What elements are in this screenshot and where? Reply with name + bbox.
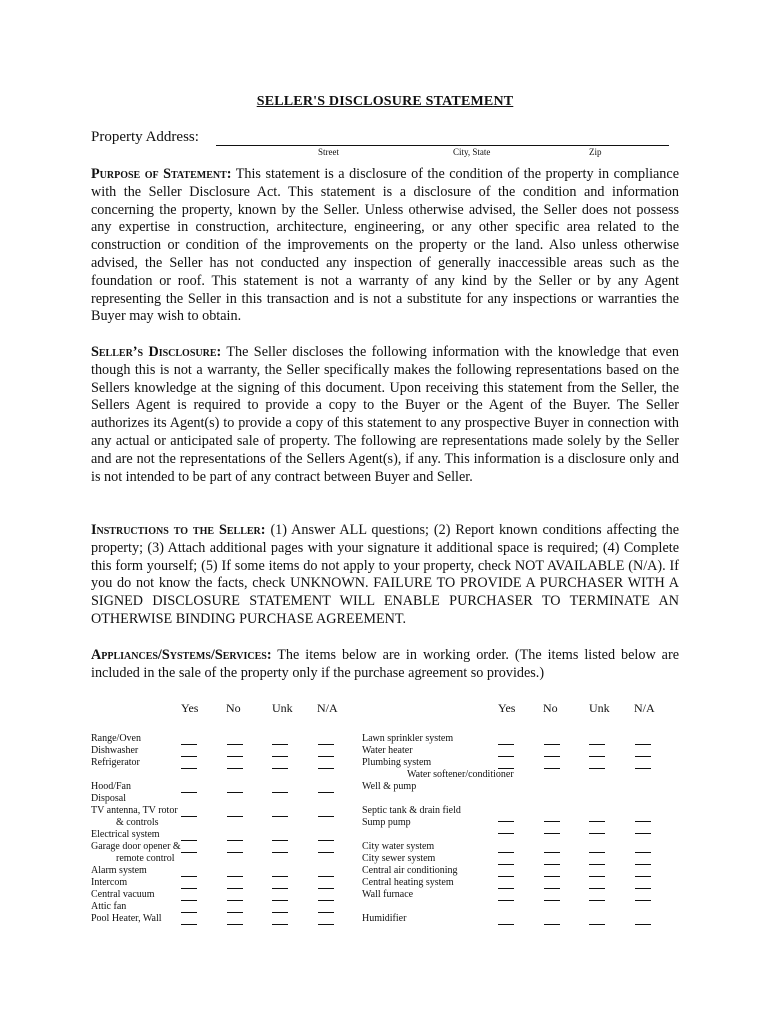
right-checkbox-unk[interactable] <box>589 744 605 745</box>
right-checkbox-yes[interactable] <box>498 876 514 877</box>
left-checkbox-yes[interactable] <box>181 900 197 901</box>
right-checkbox-no[interactable] <box>544 900 560 901</box>
right-checkbox-unk[interactable] <box>589 852 605 853</box>
left-checkbox-no[interactable] <box>227 876 243 877</box>
right-checkbox-unk[interactable] <box>589 900 605 901</box>
right-checkbox-yes[interactable] <box>498 833 514 834</box>
left-item-label: remote control <box>116 853 175 864</box>
right-checkbox-na[interactable] <box>635 821 651 822</box>
left-item-label: Garage door opener & <box>91 841 181 852</box>
right-item-label: City sewer system <box>362 853 436 864</box>
left-checkbox-na[interactable] <box>318 840 334 841</box>
right-checkbox-no[interactable] <box>544 833 560 834</box>
left-item-label: Central vacuum <box>91 889 155 900</box>
left-checkbox-no[interactable] <box>227 744 243 745</box>
right-checkbox-yes[interactable] <box>498 888 514 889</box>
left-checkbox-na[interactable] <box>318 816 334 817</box>
left-checkbox-na[interactable] <box>318 900 334 901</box>
instructions-text: (1) Answer ALL questions; (2) Report known conditions affecting the property; (3) Attach additional pages with your signature it additional space is required; (4) Complete this form yourself; (5) If some items do not apply to your property, check NOT AVAILABLE (N/A). If you do not know the facts, check UNKNOWN. FAILURE TO PROVIDE A PURCHASER WITH A SIGNED DISCLOSURE STATEMENT WILL ENABLE PURCHASER TO TERMINATE AN OTHERWISE BINDING PURCHASE AGREEMENT. <box>91 522 679 627</box>
right-checkbox-unk[interactable] <box>589 821 605 822</box>
right-item-label: Wall furnace <box>362 889 414 900</box>
left-checkbox-no[interactable] <box>227 888 243 889</box>
left-item-label: Range/Oven <box>91 733 141 744</box>
left-checkbox-unk[interactable] <box>272 792 288 793</box>
right-checkbox-yes[interactable] <box>498 744 514 745</box>
left-checkbox-unk[interactable] <box>272 744 288 745</box>
left-item-label: Electrical system <box>91 829 160 840</box>
right-checkbox-no[interactable] <box>544 852 560 853</box>
disclosure-heading: Seller’s Disclosure: <box>91 344 222 360</box>
left-checkbox-no[interactable] <box>227 756 243 757</box>
right-item-label: Sump pump <box>362 817 411 828</box>
left-item-label: & controls <box>116 817 159 828</box>
right-col-na: N/A <box>634 701 655 715</box>
left-checkbox-unk[interactable] <box>272 852 288 853</box>
right-checkbox-na[interactable] <box>635 900 651 901</box>
right-checkbox-no[interactable] <box>544 864 560 865</box>
right-item-label: Central air conditioning <box>362 865 458 876</box>
right-item-label: Water softener/conditioner <box>407 769 514 780</box>
right-checkbox-no[interactable] <box>544 756 560 757</box>
left-checkbox-na[interactable] <box>318 924 334 925</box>
right-col-unk: Unk <box>589 701 610 715</box>
right-checkbox-na[interactable] <box>635 744 651 745</box>
right-item-label: Plumbing system <box>362 757 432 768</box>
left-checkbox-na[interactable] <box>318 792 334 793</box>
right-checkbox-na[interactable] <box>635 756 651 757</box>
right-item-label: Humidifier <box>362 913 407 924</box>
left-item-label: TV antenna, TV rotor <box>91 805 178 816</box>
left-checkbox-yes[interactable] <box>181 888 197 889</box>
right-checkbox-no[interactable] <box>544 888 560 889</box>
right-col-no: No <box>543 701 558 715</box>
right-item-label: Lawn sprinkler system <box>362 733 454 744</box>
right-checkbox-na[interactable] <box>635 864 651 865</box>
left-checkbox-no[interactable] <box>227 924 243 925</box>
right-item-label: Septic tank & drain field <box>362 805 461 816</box>
right-checkbox-yes[interactable] <box>498 924 514 925</box>
left-checkbox-yes[interactable] <box>181 912 197 913</box>
right-checkbox-na[interactable] <box>635 888 651 889</box>
left-checkbox-no[interactable] <box>227 912 243 913</box>
left-checkbox-yes[interactable] <box>181 840 197 841</box>
right-checkbox-no[interactable] <box>544 821 560 822</box>
left-item-label: Disposal <box>91 793 126 804</box>
right-checkbox-no[interactable] <box>544 768 560 769</box>
purpose-text: This statement is a disclosure of the condition of the property in compliance with the Seller Disclosure Act. This statement is a disclosure of the condition and information concerning the property, known by the Seller. Unless otherwise advised, the Seller does not possess any expertise in construction, architecture, engineering, or any other specific area related to the construction or condition of the improvements on the property or the land. Also unless otherwise advised, the Seller has not conducted any inspection of generally inaccessible areas such as the foundation or roof. This statement is not a warranty of any kind by the Seller or by any Agent representing the Seller in this transaction and is not a substitute for any inspections or warranties the Buyer may wish to obtain. <box>91 166 679 325</box>
right-checkbox-unk[interactable] <box>589 756 605 757</box>
left-checkbox-na[interactable] <box>318 744 334 745</box>
right-item-label: Water heater <box>362 745 413 756</box>
right-checkbox-na[interactable] <box>635 852 651 853</box>
left-checkbox-yes[interactable] <box>181 756 197 757</box>
right-checkbox-yes[interactable] <box>498 900 514 901</box>
zip-sublabel: Zip <box>589 147 602 157</box>
left-checkbox-unk[interactable] <box>272 756 288 757</box>
right-checkbox-yes[interactable] <box>498 821 514 822</box>
left-checkbox-yes[interactable] <box>181 816 197 817</box>
left-item-label: Intercom <box>91 877 128 888</box>
right-checkbox-unk[interactable] <box>589 768 605 769</box>
left-checkbox-yes[interactable] <box>181 768 197 769</box>
city-state-sublabel: City, State <box>453 147 491 157</box>
right-checkbox-na[interactable] <box>635 768 651 769</box>
right-checkbox-no[interactable] <box>544 876 560 877</box>
right-col-yes: Yes <box>498 701 516 715</box>
instructions-paragraph <box>91 522 679 629</box>
left-checkbox-unk[interactable] <box>272 840 288 841</box>
instructions-heading: Instructions to the Seller: <box>91 522 266 538</box>
document-title: SELLER'S DISCLOSURE STATEMENT <box>256 94 514 109</box>
left-checkbox-no[interactable] <box>227 768 243 769</box>
left-checkbox-no[interactable] <box>227 852 243 853</box>
left-col-unk: Unk <box>272 701 293 715</box>
right-checkbox-na[interactable] <box>635 924 651 925</box>
right-checkbox-na[interactable] <box>635 833 651 834</box>
left-checkbox-na[interactable] <box>318 852 334 853</box>
right-item-label: City water system <box>362 841 435 852</box>
left-checkbox-na[interactable] <box>318 912 334 913</box>
left-checkbox-na[interactable] <box>318 888 334 889</box>
left-checkbox-na[interactable] <box>318 768 334 769</box>
right-checkbox-no[interactable] <box>544 744 560 745</box>
right-checkbox-unk[interactable] <box>589 888 605 889</box>
left-checkbox-yes[interactable] <box>181 924 197 925</box>
disclosure-text: The Seller discloses the following information with the knowledge that even though this is not a warranty, the Seller specifically makes the following representations based on the Sellers knowledge at the signing of this document. Upon receiving this statement from the Seller, the Sellers Agent is required to provide a copy to the Buyer or the Agent of the Buyer. The Seller authorizes its Agent(s) to provide a copy of this statement to any prospective Buyer in connection with any actual or anticipated sale of property. The following are representations made solely by the Seller and are not the representations of the Sellers Agent(s), if any. This information is a disclosure only and is not intended to be part of any contract between Buyer and Seller. <box>91 344 679 485</box>
street-sublabel: Street <box>318 147 339 157</box>
left-checkbox-na[interactable] <box>318 876 334 877</box>
right-checkbox-yes[interactable] <box>498 864 514 865</box>
right-checkbox-na[interactable] <box>635 876 651 877</box>
purpose-heading: Purpose of Statement: <box>91 166 232 182</box>
purpose-paragraph <box>91 166 679 326</box>
left-checkbox-unk[interactable] <box>272 876 288 877</box>
left-col-no: No <box>226 701 241 715</box>
right-checkbox-unk[interactable] <box>589 924 605 925</box>
left-item-label: Attic fan <box>91 901 127 912</box>
left-checkbox-unk[interactable] <box>272 888 288 889</box>
appliances-paragraph <box>91 647 679 683</box>
property-address-field[interactable] <box>216 145 669 146</box>
right-checkbox-yes[interactable] <box>498 756 514 757</box>
left-col-na: N/A <box>317 701 338 715</box>
left-checkbox-unk[interactable] <box>272 912 288 913</box>
left-checkbox-unk[interactable] <box>272 900 288 901</box>
left-checkbox-unk[interactable] <box>272 816 288 817</box>
left-checkbox-na[interactable] <box>318 756 334 757</box>
left-checkbox-unk[interactable] <box>272 768 288 769</box>
right-checkbox-unk[interactable] <box>589 833 605 834</box>
left-col-yes: Yes <box>181 701 199 715</box>
left-checkbox-yes[interactable] <box>181 876 197 877</box>
appliances-heading: Appliances/Systems/Services: <box>91 647 272 663</box>
left-checkbox-unk[interactable] <box>272 924 288 925</box>
left-checkbox-no[interactable] <box>227 900 243 901</box>
left-item-label: Alarm system <box>91 865 147 876</box>
right-item-label: Well & pump <box>362 781 417 792</box>
property-address-label: Property Address: <box>91 129 199 145</box>
right-checkbox-unk[interactable] <box>589 864 605 865</box>
left-checkbox-yes[interactable] <box>181 852 197 853</box>
right-checkbox-no[interactable] <box>544 924 560 925</box>
left-checkbox-yes[interactable] <box>181 744 197 745</box>
right-checkbox-yes[interactable] <box>498 852 514 853</box>
left-checkbox-no[interactable] <box>227 840 243 841</box>
left-checkbox-no[interactable] <box>227 792 243 793</box>
left-item-label: Pool Heater, Wall <box>91 913 162 924</box>
appliances-text: The items below are in working order. (The items listed below are included in the sale of the property only if the purchase agreement so provides.) <box>91 647 679 681</box>
right-checkbox-unk[interactable] <box>589 876 605 877</box>
left-item-label: Hood/Fan <box>91 781 131 792</box>
left-checkbox-yes[interactable] <box>181 792 197 793</box>
left-item-label: Refrigerator <box>91 757 140 768</box>
right-item-label: Central heating system <box>362 877 454 888</box>
left-item-label: Dishwasher <box>91 745 139 756</box>
disclosure-paragraph <box>91 344 679 486</box>
left-checkbox-no[interactable] <box>227 816 243 817</box>
